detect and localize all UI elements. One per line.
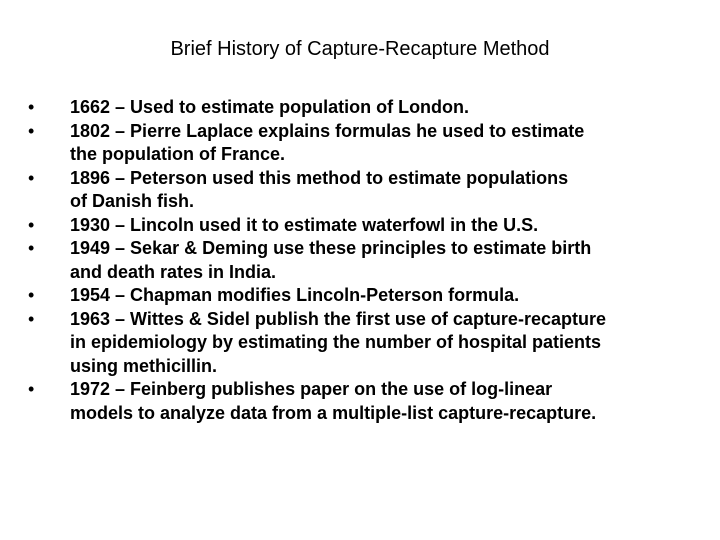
bullet-text-line: 1949 – Sekar & Deming use these principles to estimate birth [70, 238, 592, 258]
bullet-text-line: 1802 – Pierre Laplace explains formulas he used to estimate [70, 120, 585, 141]
bullet-list [28, 96, 708, 425]
bullet-text-line: in epidemiology by estimating the number of hospital patients [70, 332, 602, 352]
slide-title: Brief History of Capture-Recapture Method [170, 38, 550, 60]
bullet-item [28, 308, 708, 379]
bullet-item [28, 378, 708, 425]
bullet-dot-icon: • [28, 308, 35, 329]
bullet-text-line: 1972 – Feinberg publishes paper on the use of log-linear [70, 379, 553, 399]
bullet-text-line: 1954 – Chapman modifies Lincoln-Peterson formula. [70, 285, 520, 305]
bullet-dot-icon: • [28, 120, 35, 141]
bullet-text-line: 1963 – Wittes & Sidel publish the first use of capture-recapture [70, 308, 606, 329]
bullet-dot-icon: • [28, 167, 35, 188]
bullet-item [28, 214, 708, 238]
bullet-item [28, 284, 708, 308]
bullet-item [28, 167, 708, 214]
bullet-text-line: 1896 – Peterson used this method to estimate populations [70, 167, 569, 188]
bullet-text-line: of Danish fish. [70, 191, 195, 211]
bullet-dot-icon: • [28, 285, 35, 305]
bullet-text-line: the population of France. [70, 144, 285, 164]
bullet-text-line: 1662 – Used to estimate population of London. [70, 97, 470, 117]
bullet-item [28, 120, 708, 167]
bullet-dot-icon: • [28, 238, 35, 258]
bullet-text-line: and death rates in India. [70, 261, 277, 282]
bullet-text-line: using methicillin. [70, 355, 218, 376]
bullet-text-line: 1930 – Lincoln used it to estimate waterfowl in the U.S. [70, 214, 539, 235]
bullet-item [28, 237, 708, 284]
bullet-dot-icon: • [28, 214, 35, 235]
bullet-text-line: models to analyze data from a multiple-list capture-recapture. [70, 402, 597, 423]
bullet-item [28, 96, 708, 120]
bullet-dot-icon: • [28, 379, 35, 399]
bullet-dot-icon: • [28, 97, 35, 117]
